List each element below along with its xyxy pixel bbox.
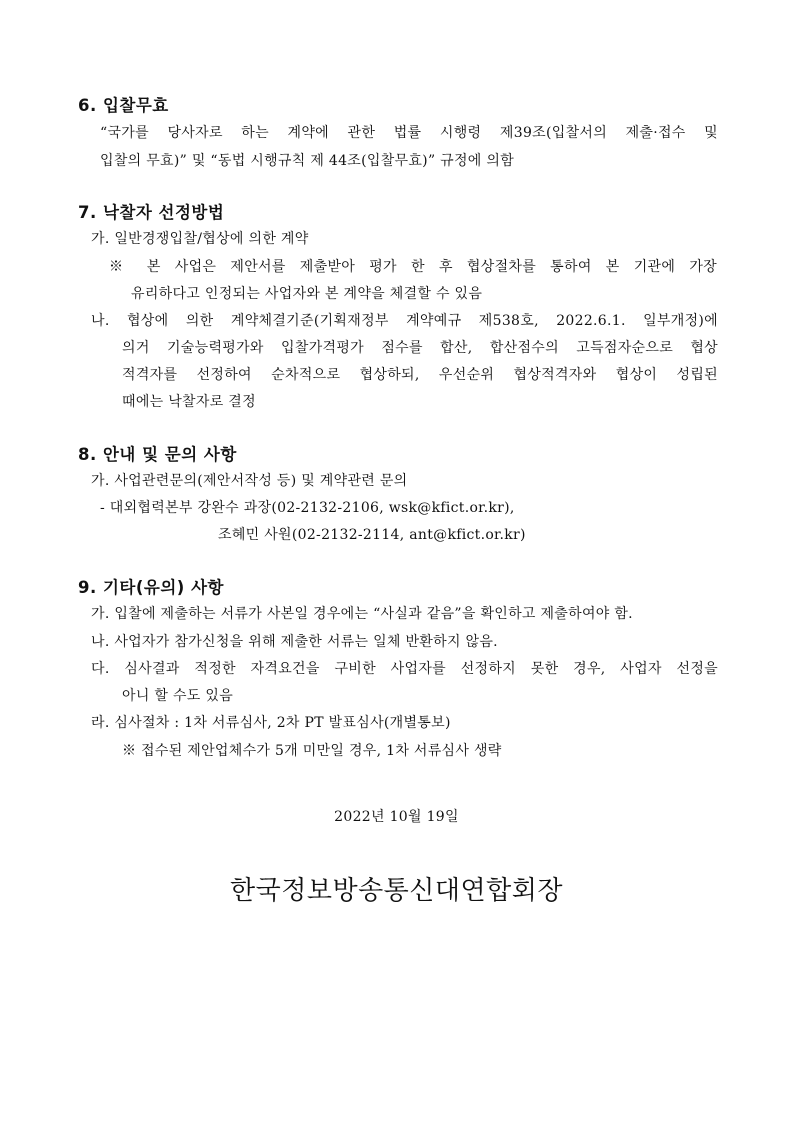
section-7-item-ga: 가. 일반경쟁입찰/협상에 의한 계약 <box>91 231 309 247</box>
document-date: 2022년 10월 19일 <box>334 809 459 825</box>
section-8-item-ga: 가. 사업관련문의(제안서작성 등) 및 계약관련 문의 <box>91 473 408 489</box>
section-8-contact-1: - 대외협력본부 강완수 과장(02-2132-2106, wsk@kfict.or.kr), <box>100 500 515 516</box>
section-6-heading: 6. 입찰무효 <box>78 96 169 115</box>
section-6-line-2: 입찰의 무효)” 및 “동법 시행규칙 제 44조(입찰무효)” 규정에 의함 <box>100 153 515 169</box>
section-7-heading: 7. 낙찰자 선정방법 <box>78 203 225 222</box>
section-7-item-na-4: 때에는 낙찰자로 결정 <box>122 394 256 410</box>
section-9-item-ra: 라. 심사절차 : 1차 서류심사, 2차 PT 발표심사(개별통보) <box>91 715 451 731</box>
section-9-item-da-2: 아니 할 수도 있음 <box>122 688 234 704</box>
section-9-item-na: 나. 사업자가 참가신청을 위해 제출한 서류는 일체 반환하지 않음. <box>91 634 498 650</box>
section-9-note: ※ 접수된 제안업체수가 5개 미만일 경우, 1차 서류심사 생략 <box>122 743 502 759</box>
section-9-item-da-1: 다. 심사결과 적정한 자격요건을 구비한 사업자를 선정하지 못한 경우, 사업자 선정을 <box>91 661 718 677</box>
section-8-heading: 8. 안내 및 문의 사항 <box>78 445 237 464</box>
section-7-item-na-2: 의거 기술능력평가와 입찰가격평가 점수를 합산, 합산점수의 고득점자순으로 협상 <box>122 340 718 356</box>
signature-organization: 한국정보방송통신대연합회장 <box>229 876 563 906</box>
section-9-item-ga: 가. 입찰에 제출하는 서류가 사본일 경우에는 “사실과 같음”을 확인하고 제출하여야 함. <box>91 606 633 622</box>
section-7-note-1: ※ 본 사업은 제안서를 제출받아 평가 한 후 협상절차를 통하여 본 기관에 가장 <box>109 259 717 275</box>
section-6-line-1: “국가를 당사자로 하는 계약에 관한 법률 시행령 제39조(입찰서의 제출·접수 및 <box>100 125 718 141</box>
section-8-contact-2: 조혜민 사원(02-2132-2114, ant@kfict.or.kr) <box>218 527 526 543</box>
section-7-item-na-1: 나. 협상에 의한 계약체결기준(기획재정부 계약예규 제538호, 2022.6.1. 일부개정)에 <box>91 313 718 329</box>
section-7-item-na-3: 적격자를 선정하여 순차적으로 협상하되, 우선순위 협상적격자와 협상이 성립된 <box>122 367 718 383</box>
section-9-heading: 9. 기타(유의) 사항 <box>78 578 224 597</box>
section-7-note-2: 유리하다고 인정되는 사업자와 본 계약을 체결할 수 있음 <box>131 286 483 302</box>
